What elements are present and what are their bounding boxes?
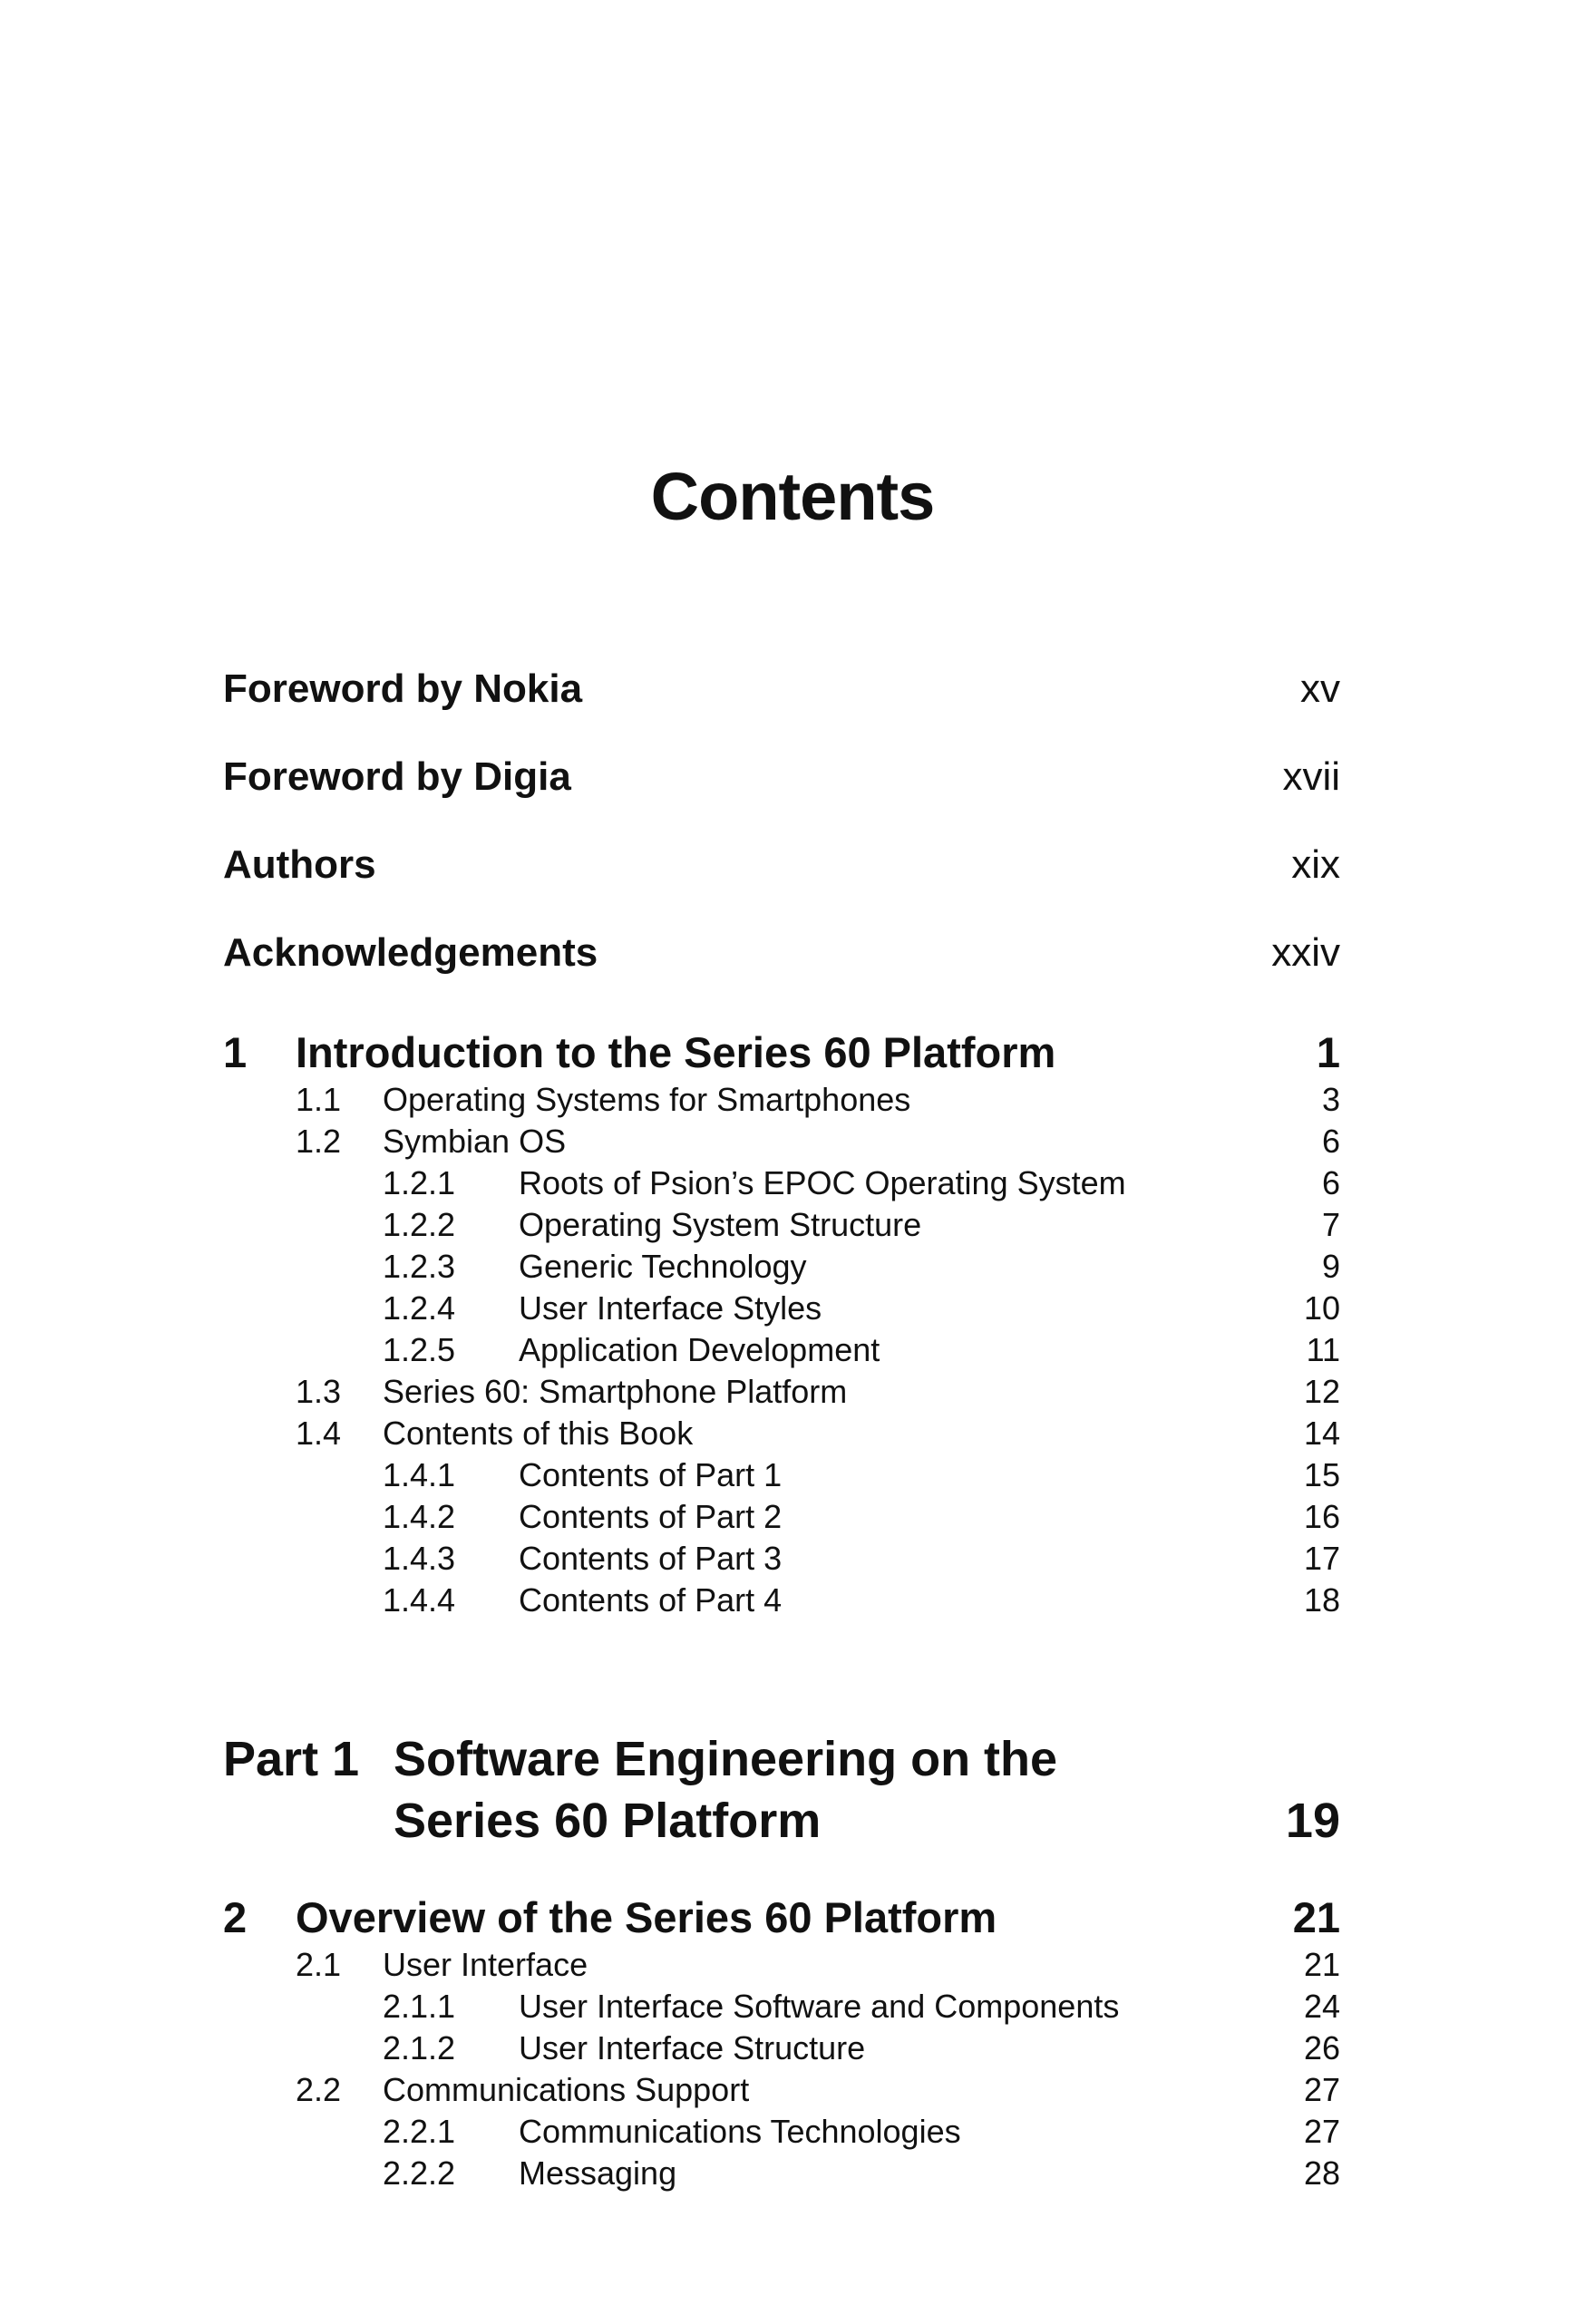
toc-entry-foreword-nokia[interactable] <box>223 666 1340 721</box>
toc-entry-foreword-digia[interactable] <box>223 754 1340 809</box>
subsection-title: Operating System Structure <box>519 1206 922 1243</box>
toc-page-number: 21 <box>1303 1946 1340 1983</box>
toc-page-number: xv <box>1300 666 1340 711</box>
toc-subsection[interactable] <box>223 1164 1340 1206</box>
subsection-title: Contents of Part 1 <box>519 1456 783 1493</box>
section-number: 2.1 <box>296 1946 342 1983</box>
toc-page-number: 16 <box>1303 1498 1340 1535</box>
subsection-title: User Interface Software and Components <box>519 1988 1120 2025</box>
toc-page-number: 1 <box>1316 1028 1340 1076</box>
chapter-number: 2 <box>223 1893 248 1941</box>
toc-page-number: xxiv <box>1271 930 1340 975</box>
subsection-number: 1.2.2 <box>383 1206 456 1243</box>
toc-subsection[interactable] <box>223 2154 1340 2196</box>
toc-subsection[interactable] <box>223 1540 1340 1581</box>
section-title: Symbian OS <box>383 1123 567 1160</box>
toc-section[interactable] <box>223 1373 1340 1415</box>
toc-page-number: 10 <box>1303 1289 1340 1327</box>
subsection-title: Contents of Part 2 <box>519 1498 783 1535</box>
toc-page-number: 9 <box>1321 1248 1340 1285</box>
toc-subsection[interactable] <box>223 1289 1340 1331</box>
toc-subsection[interactable] <box>223 1988 1340 2029</box>
subsection-title: User Interface Structure <box>519 2029 866 2066</box>
chapter-number: 1 <box>223 1028 248 1076</box>
subsection-number: 1.2.5 <box>383 1331 456 1368</box>
section-title: Contents of this Book <box>383 1415 694 1452</box>
page-title: Contents <box>650 459 935 534</box>
toc-page-number: xix <box>1291 842 1340 887</box>
subsection-number: 1.4.3 <box>383 1540 456 1577</box>
subsection-number: 1.2.3 <box>383 1248 456 1285</box>
section-title: Series 60: Smartphone Platform <box>383 1373 848 1410</box>
subsection-title: Messaging <box>519 2154 677 2192</box>
toc-page-number: 15 <box>1303 1456 1340 1493</box>
toc-section[interactable] <box>223 1946 1340 1988</box>
section-title: Operating Systems for Smartphones <box>383 1081 911 1118</box>
subsection-number: 1.2.1 <box>383 1164 456 1201</box>
chapter-title: Overview of the Series 60 Platform <box>296 1893 997 1941</box>
toc-subsection[interactable] <box>223 2113 1340 2154</box>
part-number: Part 1 <box>223 1732 360 1786</box>
toc-page-number: 21 <box>1292 1893 1340 1941</box>
toc-page-number: 6 <box>1321 1123 1340 1160</box>
toc-subsection[interactable] <box>223 1331 1340 1373</box>
toc-entry-label: Authors <box>223 842 376 887</box>
toc-page-number: 19 <box>1285 1794 1340 1848</box>
toc-section[interactable] <box>223 1081 1340 1123</box>
section-title: User Interface <box>383 1946 588 1983</box>
chapter-title: Introduction to the Series 60 Platform <box>296 1028 1056 1076</box>
toc-part-1[interactable] <box>223 1728 1340 1855</box>
toc-entry-acknowledgements[interactable] <box>223 930 1340 985</box>
toc-entry-label: Acknowledgements <box>223 930 598 975</box>
toc-section[interactable] <box>223 1415 1340 1456</box>
section-number: 1.1 <box>296 1081 342 1118</box>
subsection-title: User Interface Styles <box>519 1289 822 1327</box>
subsection-title: Contents of Part 4 <box>519 1581 783 1619</box>
section-number: 1.4 <box>296 1415 342 1452</box>
part-title-line-1: Software Engineering on the <box>394 1732 1058 1786</box>
subsection-number: 2.2.1 <box>383 2113 456 2150</box>
subsection-number: 1.2.4 <box>383 1289 456 1327</box>
toc-page-number: 27 <box>1303 2113 1340 2150</box>
toc-entry-label: Foreword by Digia <box>223 754 571 799</box>
toc-page-number: 11 <box>1306 1331 1340 1368</box>
toc-page-number: 6 <box>1321 1164 1340 1201</box>
toc-subsection[interactable] <box>223 2029 1340 2071</box>
toc-entry-authors[interactable] <box>223 842 1340 897</box>
subsection-number: 2.1.1 <box>383 1988 456 2025</box>
toc-page-number: 7 <box>1321 1206 1340 1243</box>
section-number: 2.2 <box>296 2071 342 2108</box>
toc-section[interactable] <box>223 1123 1340 1164</box>
subsection-title: Generic Technology <box>519 1248 807 1285</box>
toc-subsection[interactable] <box>223 1456 1340 1498</box>
section-number: 1.2 <box>296 1123 342 1160</box>
toc-page-number: 12 <box>1303 1373 1340 1410</box>
section-title: Communications Support <box>383 2071 750 2108</box>
subsection-title: Roots of Psion’s EPOC Operating System <box>519 1164 1126 1201</box>
toc-page-number: xvii <box>1282 754 1340 799</box>
part-title-line-2: Series 60 Platform <box>394 1794 822 1848</box>
subsection-number: 2.2.2 <box>383 2154 456 2192</box>
toc-page-number: 18 <box>1303 1581 1340 1619</box>
subsection-number: 2.1.2 <box>383 2029 456 2066</box>
toc-page-number: 3 <box>1321 1081 1340 1118</box>
toc-subsection[interactable] <box>223 1206 1340 1248</box>
subsection-title: Contents of Part 3 <box>519 1540 783 1577</box>
toc-subsection[interactable] <box>223 1581 1340 1623</box>
toc-section[interactable] <box>223 2071 1340 2113</box>
section-number: 1.3 <box>296 1373 342 1410</box>
toc-page-number: 24 <box>1303 1988 1340 2025</box>
subsection-title: Application Development <box>519 1331 880 1368</box>
subsection-number: 1.4.1 <box>383 1456 456 1493</box>
toc-entry-label: Foreword by Nokia <box>223 666 583 711</box>
toc-page-number: 26 <box>1303 2029 1340 2066</box>
toc-page-number: 28 <box>1303 2154 1340 2192</box>
toc-page-number: 17 <box>1303 1540 1340 1577</box>
toc-page-number: 14 <box>1303 1415 1340 1452</box>
subsection-title: Communications Technologies <box>519 2113 961 2150</box>
subsection-number: 1.4.2 <box>383 1498 456 1535</box>
subsection-number: 1.4.4 <box>383 1581 456 1619</box>
toc-page-number: 27 <box>1303 2071 1340 2108</box>
toc-chapter-1[interactable] <box>223 1027 1340 1082</box>
toc-subsection[interactable] <box>223 1248 1340 1289</box>
toc-subsection[interactable] <box>223 1498 1340 1540</box>
toc-chapter-2[interactable] <box>223 1892 1340 1947</box>
